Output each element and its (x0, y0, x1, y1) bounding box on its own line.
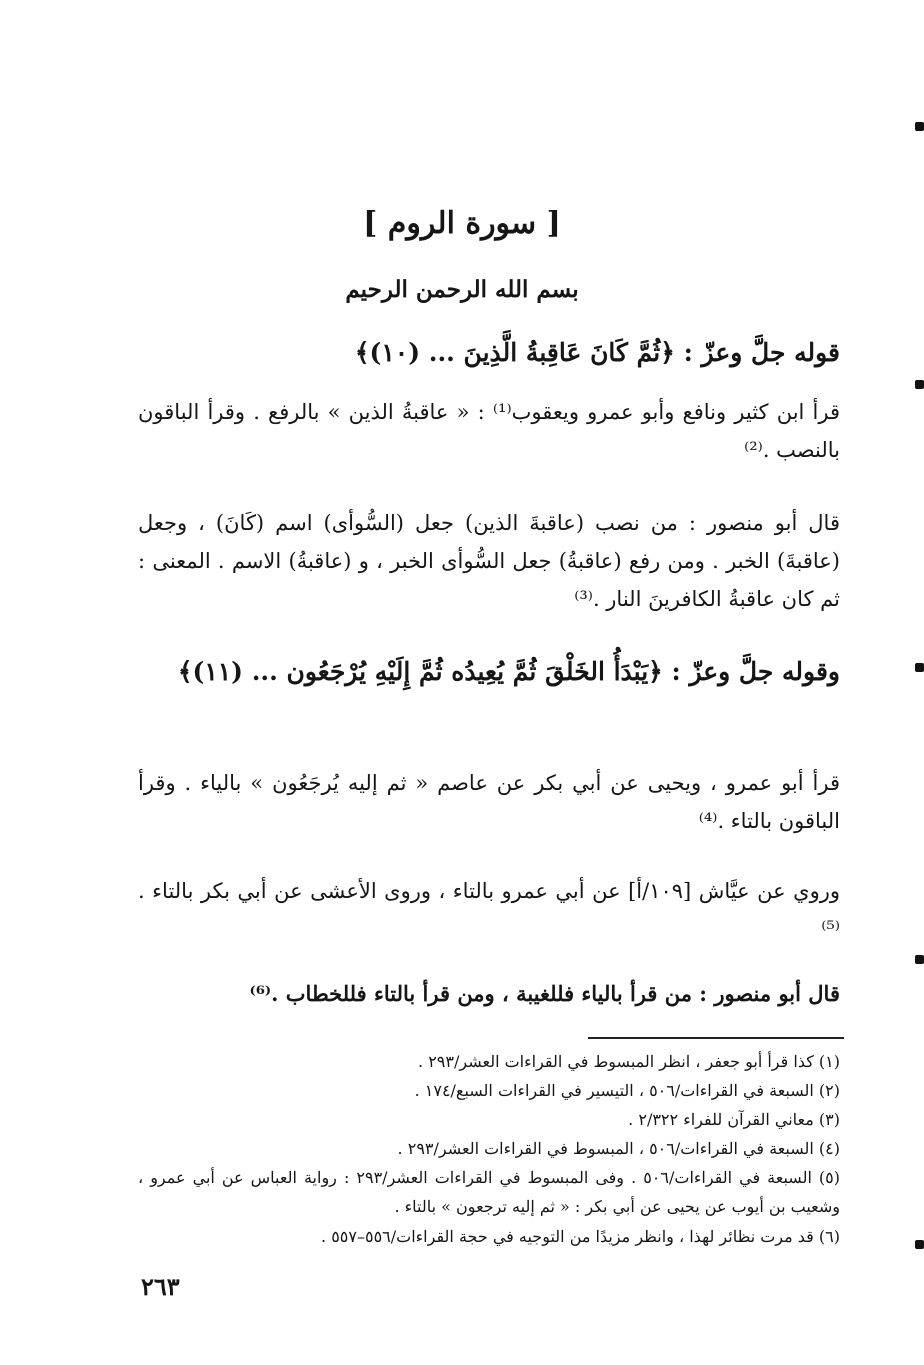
footnote-3: (٣) معاني القرآن للفراء ٢/٣٢٢ . (628, 1110, 840, 1129)
footnote-2: (٢) السبعة في القراءات/٥٠٦ ، التيسير في القراءات السبع/١٧٤ . (414, 1081, 840, 1100)
binding-mark (915, 1240, 924, 1249)
paragraph-3: قرأ أبو عمرو ، ويحيى عن أبي بكر عن عاصم « ثم إليه يُرجَعُون » بالياء . وقرأ الباقون بالتاء .⁽⁴⁾ (138, 771, 840, 833)
verse-heading-1: قوله جلَّ وعزّ : ﴿ثُمَّ كَانَ عَاقِبةُ الَّذِينَ ... (١٠)﴾ (354, 338, 840, 367)
paragraph-2: قال أبو منصور : من نصب (عاقبةَ الذين) جعل (السُّوأى) اسم (كَانَ) ، وجعل (عاقبةَ) الخبر . ومن رفع (عاقبةُ) جعل السُّوأى الخبر ، و (عاقبةُ) الاسم . المعنى : ثم كان عاقبةُ الكافرينَ النار .⁽³⁾ (138, 511, 840, 611)
footnote-6: (٦) قد مرت نظائر لهذا ، وانظر مزيدًا من التوجيه في حجة القراءات/٥٥٦–٥٥٧ . (321, 1227, 840, 1246)
paragraph-5: قال أبو منصور : من قرأ بالياء فللغيبة ، ومن قرأ بالتاء فللخطاب .⁽⁶⁾ (249, 981, 840, 1006)
basmala: بسم الله الرحمن الرحيم (345, 276, 579, 303)
footnote-separator (588, 1037, 844, 1039)
footnote-4: (٤) السبعة في القراءات/٥٠٦ ، المبسوط في القراءات العشر/٢٩٣ . (397, 1139, 840, 1158)
surah-title: [ سورة الروم ] (363, 206, 561, 241)
verse-heading-2: وقوله جلَّ وعزّ : ﴿يَبْدَأُ الخَلْقَ ثُمَّ يُعِيدُه ثُمَّ إِلَيْهِ يُرْجَعُون ... (١١)﴾ (177, 657, 840, 686)
binding-mark (915, 663, 924, 672)
paragraph-1: قرأ ابن كثير ونافع وأبو عمرو ويعقوب⁽¹⁾ : « عاقبةُ الذين » بالرفع . وقرأ الباقون بالنصب .⁽²⁾ (138, 400, 841, 462)
page-number: ٢٦٣ (141, 1272, 180, 1301)
footnote-1: (١) كذا قرأ أبو جعفر ، انظر المبسوط في القراءات العشر/٢٩٣ . (418, 1052, 840, 1071)
paragraph-4: وروي عن عيَّاش [١٠٩/أ] عن أبي عمرو بالتاء ، وروى الأعشى عن أبي بكر بالتاء .⁽⁵⁾ (138, 879, 840, 941)
footnote-5: (٥) السبعة في القراءات/٥٠٦ . وفى المبسوط في القراءات العشر/٢٩٣ : رواية العباس عن أبي عمرو ، وشعيب بن أيوب عن يحيى عن أبي بكر : « ثم إليه ترجعون » بالتاء . (138, 1168, 841, 1216)
binding-mark (915, 955, 924, 964)
binding-mark (915, 122, 924, 131)
binding-mark (915, 380, 924, 389)
